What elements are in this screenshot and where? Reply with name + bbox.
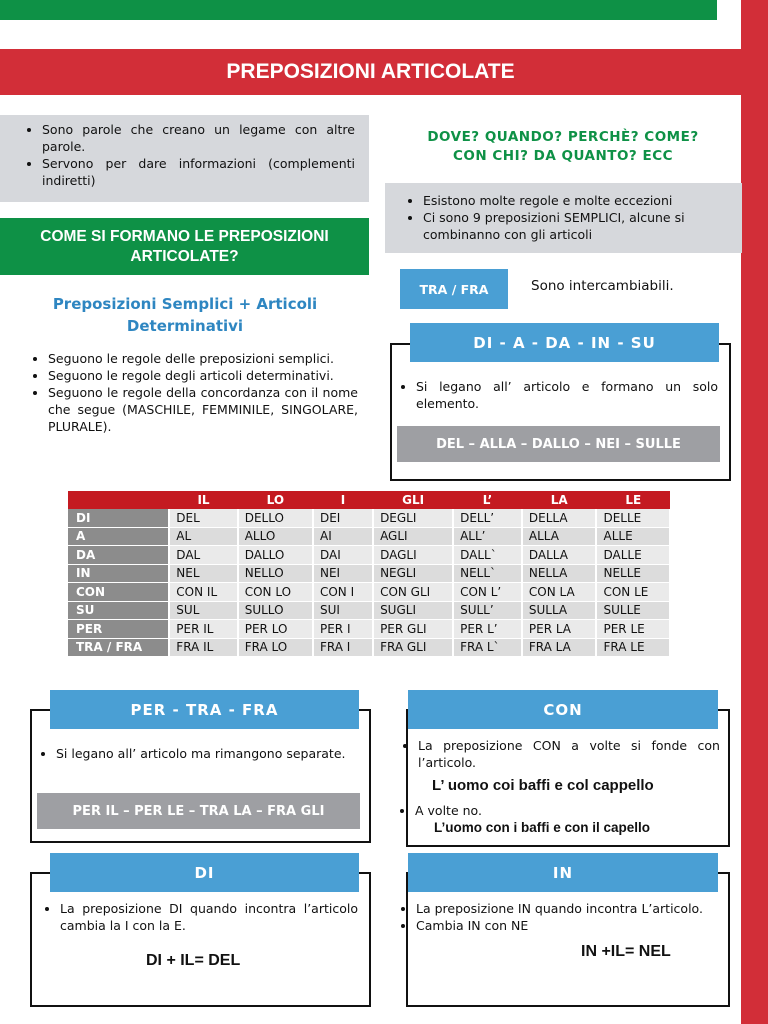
table-row — [68, 564, 670, 583]
table-cell: DALL` — [453, 546, 522, 565]
per-tra-fra-header: PER - TRA - FRA — [50, 690, 359, 729]
table-cell: DELL’ — [453, 509, 522, 527]
table-row-header: SU — [68, 601, 169, 620]
table-cell: DELLA — [522, 509, 597, 527]
table-cell: SUI — [313, 601, 373, 620]
table-cell: AI — [313, 527, 373, 546]
table-cell: FRA LE — [596, 638, 670, 657]
table-cell: ALLO — [238, 527, 313, 546]
di-su-item: • Si legano all’ articolo e formano un solo elemento. — [416, 378, 718, 412]
questions-text — [402, 128, 724, 166]
table-header: LA — [522, 491, 597, 509]
table-cell: CON I — [313, 583, 373, 602]
di-text — [42, 900, 358, 934]
di-formula: DI + IL= DEL — [146, 952, 241, 969]
intro-item: • Sono parole che creano un legame con altre parole. — [42, 121, 355, 155]
table-cell: DEL — [169, 509, 237, 527]
table-row-header: CON — [68, 583, 169, 602]
table-header — [68, 491, 169, 509]
formation-banner: COME SI FORMANO LE PREPOSIZIONI ARTICOLATE? — [0, 218, 369, 275]
table-cell: SULL’ — [453, 601, 522, 620]
di-panel — [30, 872, 371, 1007]
table-cell: DEI — [313, 509, 373, 527]
tra-fra-text: Sono intercambiabili. — [531, 278, 674, 294]
rules-item: • Esistono molte regole e molte eccezioni — [423, 192, 730, 209]
table-row — [68, 638, 670, 657]
table-cell: FRA LA — [522, 638, 597, 657]
red-side-bar — [741, 0, 768, 1024]
table-cell: SULLA — [522, 601, 597, 620]
per-tra-fra-text — [38, 745, 358, 762]
table-cell: AGLI — [373, 527, 453, 546]
table-header: LO — [238, 491, 313, 509]
table-cell: CON L’ — [453, 583, 522, 602]
table-cell: DELLO — [238, 509, 313, 527]
table-row-header: A — [68, 527, 169, 546]
formation-subtitle: Preposizioni Semplici + Articoli Determinativi — [52, 295, 318, 335]
con-item: • La preposizione CON a volte si fonde con l’articolo. — [418, 737, 720, 771]
per-tra-fra-examples: PER IL – PER LE – TRA LA – FRA GLI — [37, 793, 360, 829]
table-cell: DAL — [169, 546, 237, 565]
di-su-header: DI - A - DA - IN - SU — [410, 323, 719, 362]
table-row-header: IN — [68, 564, 169, 583]
tra-fra-label: TRA / FRA — [400, 269, 508, 309]
table-cell: ALLA — [522, 527, 597, 546]
table-row — [68, 546, 670, 565]
formation-list — [32, 350, 358, 435]
table-cell: AL — [169, 527, 237, 546]
in-header: IN — [408, 853, 718, 892]
table-cell: SULLE — [596, 601, 670, 620]
table-cell: PER L’ — [453, 620, 522, 639]
table-cell: DEGLI — [373, 509, 453, 527]
table-cell: NELLO — [238, 564, 313, 583]
table-cell: PER LA — [522, 620, 597, 639]
table-cell: FRA GLI — [373, 638, 453, 657]
intro-box — [0, 115, 369, 202]
table-cell: NELLE — [596, 564, 670, 583]
table-row — [68, 601, 670, 620]
table-cell: PER LO — [238, 620, 313, 639]
table-row-header: TRA / FRA — [68, 638, 169, 657]
table-cell: ALLE — [596, 527, 670, 546]
con-item-2: • A volte no. — [415, 802, 717, 819]
table-cell: DAI — [313, 546, 373, 565]
per-tra-fra-item: • Si legano all’ articolo ma rimangono separate. — [56, 745, 358, 762]
table-cell: FRA LO — [238, 638, 313, 657]
di-su-text — [398, 378, 718, 412]
table-cell: NEL — [169, 564, 237, 583]
rules-box — [385, 183, 742, 253]
formation-item: • Seguono le regole delle preposizioni semplici. — [48, 350, 358, 367]
table-header: LE — [596, 491, 670, 509]
table-cell: NEGLI — [373, 564, 453, 583]
table-cell: DALLO — [238, 546, 313, 565]
table-cell: CON LO — [238, 583, 313, 602]
con-text — [400, 737, 720, 771]
table-cell: DALLA — [522, 546, 597, 565]
table-row-header: DA — [68, 546, 169, 565]
questions-line-1: DOVE? QUANDO? PERCHÈ? COME? — [427, 129, 699, 145]
table-cell: SUGLI — [373, 601, 453, 620]
prepositions-table — [68, 491, 671, 657]
table-cell: PER I — [313, 620, 373, 639]
table-cell: SULLO — [238, 601, 313, 620]
table-header: IL — [169, 491, 237, 509]
con-example-2: L’uomo con i baffi e con il capello — [434, 820, 651, 835]
formation-item: • Seguono le regole della concordanza con il nome che segue (MASCHILE, FEMMINILE, SINGOLARE, PLURALE). — [48, 384, 358, 435]
rules-item: • Ci sono 9 preposizioni SEMPLICI, alcune si combinanno con gli articoli — [423, 209, 730, 243]
table-row — [68, 620, 670, 639]
table-row-header: PER — [68, 620, 169, 639]
table-cell: FRA L` — [453, 638, 522, 657]
in-formula: IN +IL= NEL — [581, 943, 671, 960]
intro-item: • Servono per dare informazioni (complementi indiretti) — [42, 155, 355, 189]
di-item: • La preposizione DI quando incontra l’articolo cambia la I con la E. — [60, 900, 358, 934]
table-cell: CON LE — [596, 583, 670, 602]
table-header-row — [68, 491, 670, 509]
table-cell: CON IL — [169, 583, 237, 602]
page-title: PREPOSIZIONI ARTICOLATE — [0, 49, 741, 95]
in-text — [398, 900, 718, 934]
table-cell: PER GLI — [373, 620, 453, 639]
questions-line-2: CON CHI? DA QUANTO? ECC — [452, 148, 674, 164]
table-row — [68, 509, 670, 527]
table-row — [68, 583, 670, 602]
di-header: DI — [50, 853, 359, 892]
green-top-bar — [0, 0, 717, 20]
formation-item: • Seguono le regole degli articoli determinativi. — [48, 367, 358, 384]
table-cell: DALLE — [596, 546, 670, 565]
table-cell: FRA I — [313, 638, 373, 657]
table-row-header: DI — [68, 509, 169, 527]
table-cell: NEI — [313, 564, 373, 583]
table-header: L’ — [453, 491, 522, 509]
table-cell: CON GLI — [373, 583, 453, 602]
table-cell: NELLA — [522, 564, 597, 583]
table-row — [68, 527, 670, 546]
table-header: I — [313, 491, 373, 509]
table-cell: NELL` — [453, 564, 522, 583]
con-header: CON — [408, 690, 718, 729]
table-cell: ALL’ — [453, 527, 522, 546]
table-cell: DELLE — [596, 509, 670, 527]
table-header: GLI — [373, 491, 453, 509]
in-item: • La preposizione IN quando incontra L’articolo. — [416, 900, 718, 917]
in-item: • Cambia IN con NE — [416, 917, 718, 934]
table-cell: FRA IL — [169, 638, 237, 657]
con-example-1: L’ uomo coi baffi e col cappello — [432, 777, 654, 794]
con-text-2 — [397, 802, 717, 819]
di-su-examples: DEL – ALLA – DALLO – NEI – SULLE — [397, 426, 720, 462]
table-cell: PER IL — [169, 620, 237, 639]
table-cell: SUL — [169, 601, 237, 620]
table-cell: CON LA — [522, 583, 597, 602]
table-cell: DAGLI — [373, 546, 453, 565]
table-cell: PER LE — [596, 620, 670, 639]
in-panel — [406, 872, 730, 1007]
